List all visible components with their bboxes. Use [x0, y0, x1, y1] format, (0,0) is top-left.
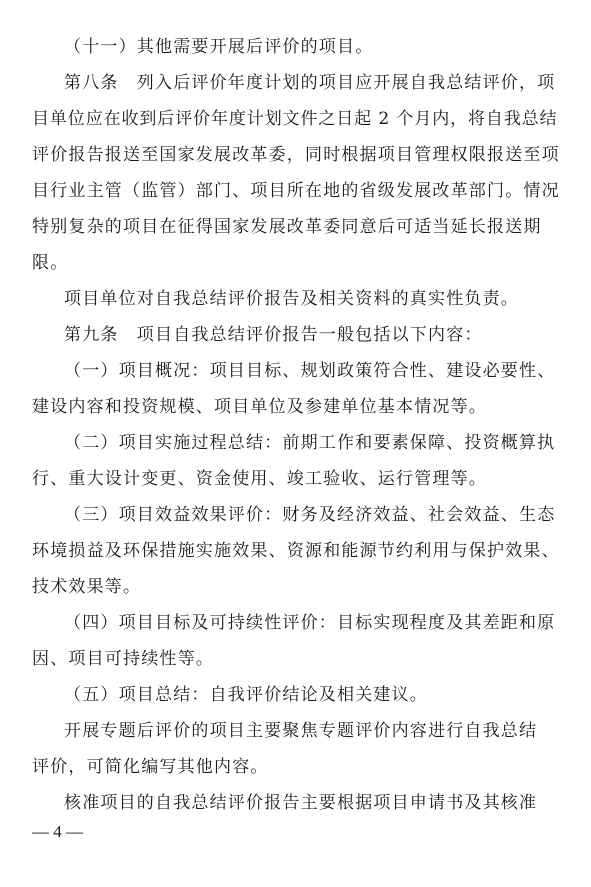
text-line: 特别复杂的项目在征得国家发展改革委同意后可适当延长报送期	[32, 217, 542, 237]
text-line: 目单位应在收到后评价年度计划文件之日起 2 个月内，将自我总结	[32, 109, 558, 129]
text-line: （二）项目实施过程总结：前期工作和要素保障、投资概算执	[64, 433, 556, 453]
text-line: 评价，可简化编写其他内容。	[32, 757, 269, 777]
text-line: 环境损益及环保措施实施效果、资源和能源节约利用与保护效果、	[32, 541, 560, 561]
text-line: （四）项目目标及可持续性评价：目标实现程度及其差距和原	[64, 613, 556, 633]
text-line: 技术效果等。	[32, 577, 142, 597]
text-line: （十一）其他需要开展后评价的项目。	[64, 37, 374, 57]
text-line: 限。	[32, 253, 69, 273]
text-line: （三）项目效益效果评价：财务及经济效益、社会效益、生态	[64, 505, 556, 525]
text-line: 建设内容和投资规模、项目单位及参建单位基本情况等。	[32, 397, 487, 417]
text-line: 核准项目的自我总结评价报告主要根据项目申请书及其核准	[64, 793, 538, 813]
text-line: （一）项目概况：项目目标、规划政策符合性、建设必要性、	[64, 361, 556, 381]
text-line: 因、项目可持续性等。	[32, 649, 214, 669]
text-line: 评价报告报送至国家发展改革委，同时根据项目管理权限报送至项	[32, 145, 560, 165]
page-number: — 4 —	[32, 822, 83, 841]
text-line: 行、重大设计变更、资金使用、竣工验收、运行管理等。	[32, 469, 487, 489]
text-line: （五）项目总结：自我评价结论及相关建议。	[64, 685, 428, 705]
text-line: 第八条 列入后评价年度计划的项目应开展自我总结评价，项	[64, 73, 556, 93]
text-line: 目行业主管（监管）部门、项目所在地的省级发展改革部门。情况	[32, 181, 560, 201]
text-line: 开展专题后评价的项目主要聚焦专题评价内容进行自我总结	[64, 721, 538, 741]
text-line: 项目单位对自我总结评价报告及相关资料的真实性负责。	[64, 289, 519, 309]
text-line: 第九条 项目自我总结评价报告一般包括以下内容：	[64, 325, 483, 345]
